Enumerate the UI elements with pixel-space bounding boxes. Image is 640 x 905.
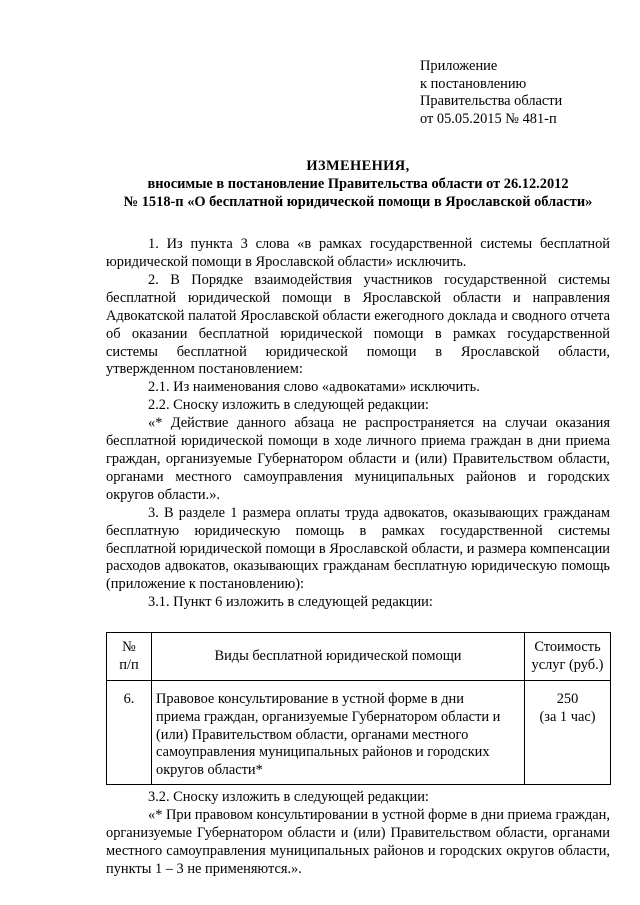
row-description-line: самоуправления муниципальных районов и городских — [156, 744, 490, 761]
header-number-line: п/п — [119, 656, 139, 673]
row-description — [152, 681, 525, 785]
title-main: ИЗМЕНЕНИЯ, — [306, 158, 410, 175]
row-description-line: (или) Правительством области, органами местного — [156, 726, 469, 743]
paragraph-3-2: 3.2. Сноску изложить в следующей редакции: — [148, 789, 429, 806]
row-description-line: округов области* — [156, 761, 263, 778]
header-cost-line: Стоимость — [534, 639, 601, 656]
paragraph-3-1: 3.1. Пункт 6 изложить в следующей редакции: — [148, 594, 433, 611]
row-cost — [525, 681, 611, 785]
row-description-line: Правовое консультирование в устной форме в дни — [156, 691, 464, 708]
header-cost-line: услуг (руб.) — [531, 656, 604, 673]
annex-line: от 05.05.2015 № 481-п — [420, 110, 557, 127]
paragraph-2: 2. В Порядке взаимодействия участников государственной системы бесплатной юридической помощи в Ярославской области и направления Адвокатской палатой Ярославской области ежегодного доклада и сводного отчета об оказании бесплатной юридической помощи в рамках государственной системы бесплатной юридической помощи в Ярославской области, утвержденном постановлением: — [106, 271, 610, 378]
services-table — [106, 632, 611, 785]
annex-line: Правительства области — [420, 93, 563, 110]
title-subtitle-line2: № 1518-п «О бесплатной юридической помощи в Ярославской области» — [123, 194, 593, 211]
table-row — [107, 681, 611, 785]
row-cost-unit: (за 1 час) — [539, 708, 596, 725]
annex-line: к постановлению — [420, 75, 527, 92]
document-title — [106, 158, 610, 212]
paragraph-2-1: 2.1. Из наименования слово «адвокатами» исключить. — [148, 379, 480, 396]
row-cost-value: 250 — [556, 691, 579, 708]
header-description: Виды бесплатной юридической помощи — [152, 633, 525, 681]
header-cost — [525, 633, 611, 681]
title-subtitle-line1: вносимые в постановление Правительства области от 26.12.2012 — [147, 176, 569, 193]
document-body — [106, 236, 610, 879]
row-number: 6. — [107, 681, 152, 785]
header-number — [107, 633, 152, 681]
row-description-line: приема граждан, организуемые Губернатором области и — [156, 708, 501, 725]
footnote-text-1: «* Действие данного абзаца не распространяется на случаи оказания бесплатной юридической помощи в ходе личного приема граждан в дни приема граждан, организуемые Губернатором области и (или) Правительством области, органами местного самоуправления муниципальных районов и городских округов области.». — [106, 415, 610, 503]
header-number-line: № — [122, 639, 136, 656]
footnote-text-2: «* При правовом консультировании в устной форме в дни приема граждан, организуемые Губернатором области и (или) Правительством области, органами местного самоуправления муниципальных районов и городских округов области, пункты 1 – 3 не применяются.». — [106, 807, 610, 877]
table-header-row — [107, 633, 611, 681]
annex-block — [420, 58, 610, 128]
annex-line: Приложение — [420, 58, 498, 74]
paragraph-1: 1. Из пункта 3 слова «в рамках государственной системы бесплатной юридической помощи в Ярославской области» исключить. — [106, 236, 610, 270]
paragraph-3: 3. В разделе 1 размера оплаты труда адвокатов, оказывающих гражданам бесплатную юридическую помощь в рамках государственной системы бесплатной юридической помощи в Ярославской области, и размера компенсации расходов адвокатов, оказывающих гражданам бесплатную юридическую помощь (приложение к постановлению): — [106, 504, 610, 593]
paragraph-2-2: 2.2. Сноску изложить в следующей редакции: — [148, 397, 429, 414]
